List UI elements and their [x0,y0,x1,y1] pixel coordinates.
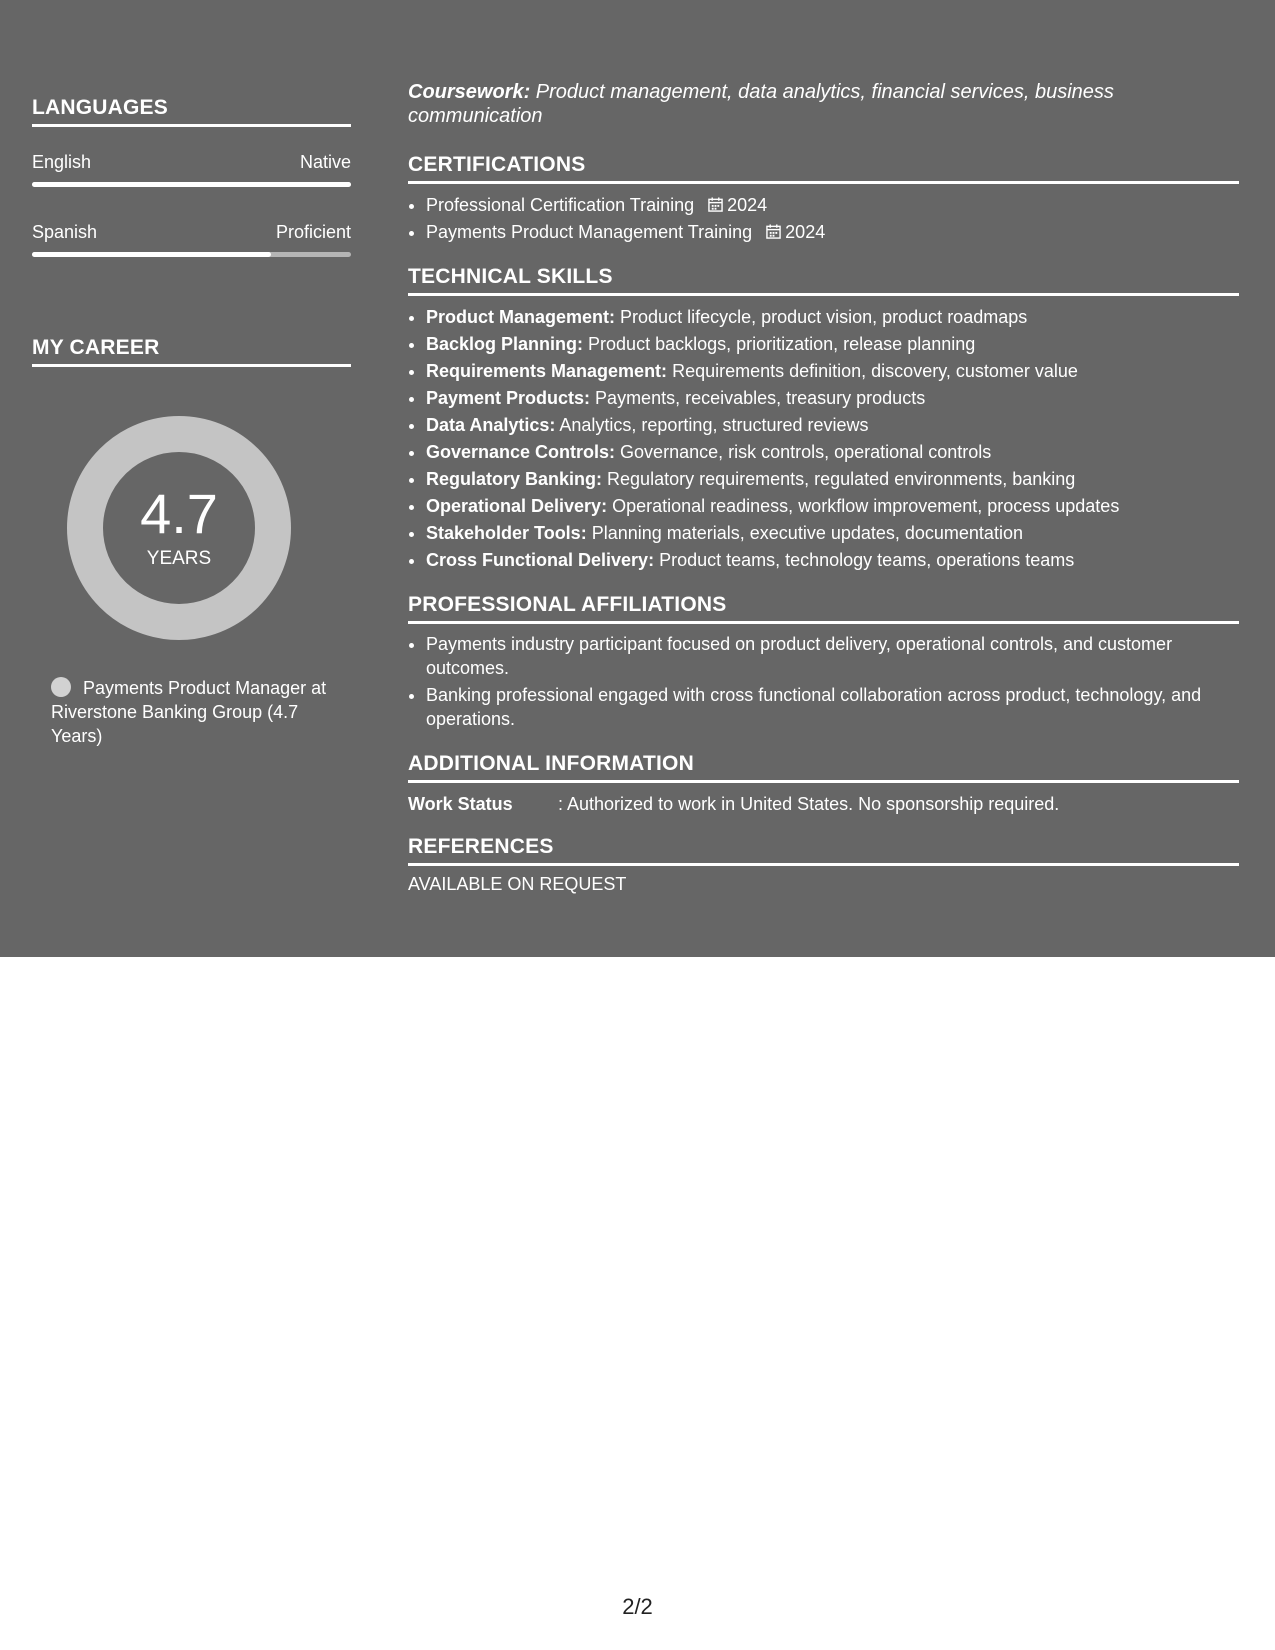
language-level: Native [299,152,351,172]
certification-year: 2024 [727,195,768,215]
coursework-label: Coursework: [408,81,531,103]
skill-text: Product lifecycle, product vision, product roadmaps [615,307,1028,327]
coursework-text: Product management, data analytics, financial services, business communication [408,81,1114,127]
skill-label: Operational Delivery: [426,496,608,516]
skill-label: Product Management: [426,307,616,327]
list-item [426,520,1239,547]
certification-name: Payments Product Management Training [426,222,753,242]
career-years-unit: YEARS [146,548,212,569]
career-years-value: 4.7 [140,482,218,545]
additional-info-title: ADDITIONAL INFORMATION [408,752,1239,783]
list-item [426,547,1239,574]
page-number: 2/2 [622,1594,653,1619]
skill-text: Requirements definition, discovery, customer value [667,361,1078,381]
list-item [426,439,1239,466]
references-section [408,835,1239,895]
technical-skills-section [408,265,1239,574]
skill-text: Regulatory requirements, regulated environments, banking [602,469,1076,489]
affiliations-section [408,593,1239,734]
language-bar-fill [32,182,351,187]
list-item [426,331,1239,358]
technical-skills-list [408,304,1239,574]
language-name: English [32,152,92,172]
list-item [426,192,1239,219]
skill-text: Payments, receivables, treasury products [590,388,926,408]
language-bar [32,182,351,187]
technical-skills-title: TECHNICAL SKILLS [408,265,1239,296]
skill-label: Regulatory Banking: [426,469,603,489]
language-bar [32,252,351,257]
certification-year: 2024 [785,222,826,242]
certifications-list [408,192,1239,246]
list-item: • Payments industry participant focused on product delivery, operational controls, and customer outcomes. [426,632,1239,680]
work-status-label: Work Status [408,794,513,814]
skill-text: Product backlogs, prioritization, release planning [583,334,976,354]
language-bar-fill [32,252,271,257]
career-legend [51,676,351,748]
affiliations-list [408,632,1239,731]
calendar-icon [708,197,723,212]
skill-text: Governance, risk controls, operational controls [615,442,992,462]
coursework [408,80,1239,128]
skill-label: Backlog Planning: [426,334,584,354]
references-text: AVAILABLE ON REQUEST [408,874,627,894]
calendar-icon [766,224,781,239]
skill-text: Planning materials, executive updates, documentation [586,523,1023,543]
list-item [426,493,1239,520]
skill-text: Product teams, technology teams, operations teams [654,550,1075,570]
list-item [426,466,1239,493]
skill-label: Cross Functional Delivery: [426,550,655,570]
certifications-title: CERTIFICATIONS [408,153,1239,184]
skill-label: Payment Products: [426,388,591,408]
career-title: MY CAREER [32,336,351,367]
certifications-section [408,153,1239,246]
skill-label: Data Analytics: [426,415,556,435]
language-name: Spanish [32,222,98,242]
language-level: Proficient [275,222,351,242]
list-item [426,358,1239,385]
career-legend-text: Payments Product Manager at Riverstone Banking Group (4.7 Years) [51,678,327,746]
list-item [426,219,1239,246]
list-item [426,304,1239,331]
skill-label: Requirements Management: [426,361,668,381]
list-item: • Banking professional engaged with cross functional collaboration across product, technology, and operations. [426,683,1239,731]
list-item [426,412,1239,439]
skill-text: Operational readiness, workflow improvement, process updates [607,496,1120,516]
references-title: REFERENCES [408,835,1239,866]
list-item [426,385,1239,412]
skill-text: Analytics, reporting, structured reviews [555,415,869,435]
skill-label: Governance Controls: [426,442,616,462]
legend-dot-icon [51,677,71,697]
work-status-value: : Authorized to work in United States. No sponsorship required. [558,794,1060,814]
skill-label: Stakeholder Tools: [426,523,587,543]
certification-name: Professional Certification Training [426,195,695,215]
additional-info-section [408,752,1239,817]
languages-title: LANGUAGES [32,96,351,127]
work-status [408,791,1239,817]
affiliations-title: PROFESSIONAL AFFILIATIONS [408,593,1239,624]
